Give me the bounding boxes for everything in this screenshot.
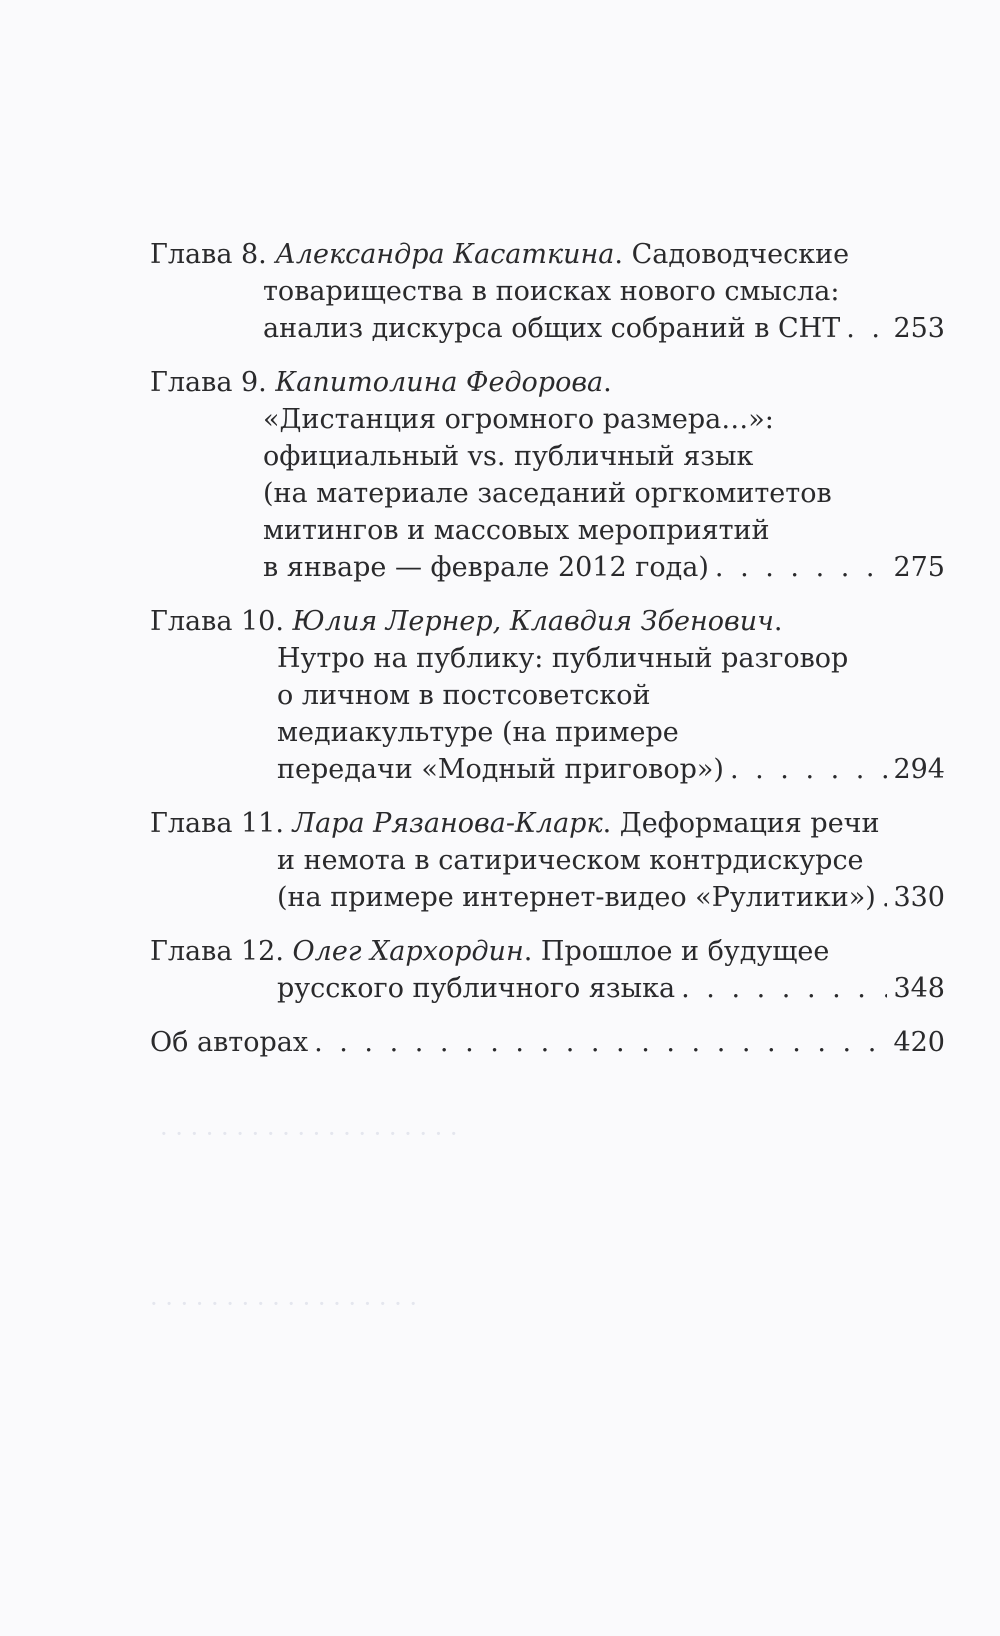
toc-entry-about-authors[interactable] bbox=[150, 1024, 945, 1061]
page-number: 348 bbox=[893, 973, 945, 1004]
chapter-title-line: официальный vs. публичный язык bbox=[263, 441, 754, 472]
chapter-label: Глава 9. bbox=[150, 367, 267, 398]
toc-entry-heading bbox=[150, 933, 945, 970]
chapter-title-line: митингов и массовых мероприятий bbox=[263, 515, 770, 546]
chapter-title-last-line bbox=[150, 879, 945, 916]
toc-entry-chapter-12[interactable] bbox=[150, 933, 945, 1007]
chapter-title-start: . Садоводческие bbox=[614, 239, 850, 270]
table-of-contents bbox=[150, 236, 945, 1078]
dot-leader bbox=[715, 549, 888, 586]
chapter-title-start: . Деформация речи bbox=[602, 808, 880, 839]
dot-leader bbox=[681, 970, 887, 1007]
chapter-label: Глава 11. bbox=[150, 808, 284, 839]
chapter-title-line: товарищества в поисках нового смысла: bbox=[263, 276, 840, 307]
chapter-author: Олег Хархордин bbox=[292, 936, 524, 967]
dot-leader bbox=[882, 879, 888, 916]
chapter-title-end: (на примере интернет-видео «Рулитики») bbox=[277, 882, 876, 913]
chapter-title-start: . Прошлое и будущее bbox=[523, 936, 830, 967]
chapter-title-line: медиакультуре (на примере bbox=[277, 717, 679, 748]
chapter-title-line: Нутро на публику: публичный разговор bbox=[277, 643, 849, 674]
chapter-title-end: передачи «Модный приговор») bbox=[277, 754, 724, 785]
chapter-title-last-line bbox=[150, 751, 945, 788]
chapter-title-last-line bbox=[150, 970, 945, 1007]
toc-entry-chapter-9[interactable] bbox=[150, 364, 945, 586]
chapter-label: Глава 10. bbox=[150, 606, 284, 637]
about-authors-label: Об авторах bbox=[150, 1027, 309, 1058]
chapter-title-last-line bbox=[150, 549, 945, 586]
chapter-title-last-line bbox=[150, 310, 945, 347]
page-number: 420 bbox=[893, 1027, 945, 1058]
chapter-title-start: . bbox=[773, 606, 783, 637]
chapter-author: Капитолина Федорова bbox=[275, 367, 604, 398]
chapter-title-end: русского публичного языка bbox=[277, 973, 676, 1004]
toc-entry-heading bbox=[150, 805, 945, 842]
page-number: 330 bbox=[893, 882, 945, 913]
bleed-through-decoration: · · · · · · · · · · · · · · · · · · · · bbox=[160, 1120, 458, 1148]
toc-entry-chapter-11[interactable] bbox=[150, 805, 945, 916]
chapter-label: Глава 8. bbox=[150, 239, 267, 270]
chapter-title-end: в январе — феврале 2012 года) bbox=[263, 552, 709, 583]
chapter-title-end: анализ дискурса общих собраний в СНТ bbox=[263, 313, 841, 344]
chapter-author: Лара Рязанова-Кларк bbox=[292, 808, 603, 839]
chapter-author: Александра Касаткина bbox=[275, 239, 615, 270]
toc-entry-heading bbox=[150, 364, 945, 401]
bleed-through-decoration: · · · · · · · · · · · · · · · · · · bbox=[150, 1290, 418, 1318]
chapter-title-line: «Дистанция огромного размера…»: bbox=[263, 404, 774, 435]
about-authors-line bbox=[150, 1024, 945, 1061]
dot-leader bbox=[846, 310, 887, 347]
toc-entry-heading bbox=[150, 236, 945, 273]
page-number: 253 bbox=[893, 313, 945, 344]
chapter-title-line: о личном в постсоветской bbox=[277, 680, 651, 711]
chapter-title-line: и немота в сатирическом контрдискурсе bbox=[277, 845, 864, 876]
chapter-title-start: . bbox=[603, 367, 612, 398]
chapter-label: Глава 12. bbox=[150, 936, 284, 967]
chapter-title-line: (на материале заседаний оргкомитетов bbox=[263, 478, 832, 509]
chapter-author: Юлия Лернер, Клавдия Збенович bbox=[292, 606, 774, 637]
toc-entry-heading bbox=[150, 603, 945, 640]
dot-leader bbox=[314, 1024, 887, 1061]
toc-entry-chapter-10[interactable] bbox=[150, 603, 945, 788]
dot-leader bbox=[730, 751, 887, 788]
toc-entry-chapter-8[interactable] bbox=[150, 236, 945, 347]
page-number: 294 bbox=[893, 754, 945, 785]
page-number: 275 bbox=[893, 552, 945, 583]
